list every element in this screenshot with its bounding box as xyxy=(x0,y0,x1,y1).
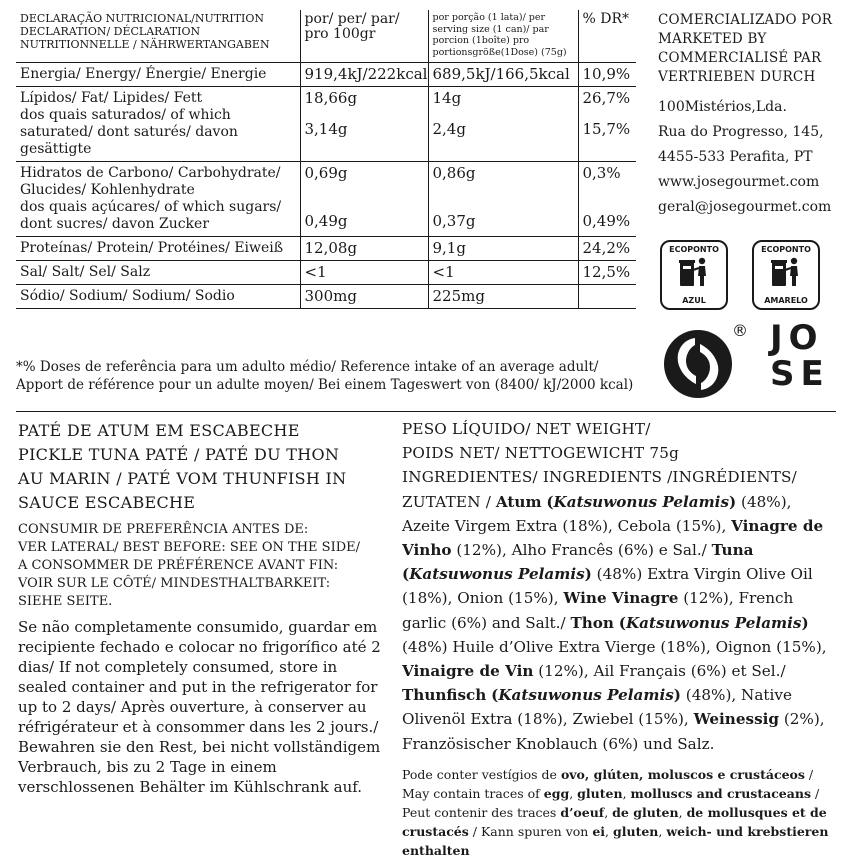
reference-intake-note: *% Doses de referência para um adulto médio/ Reference intake of an average adult/ Apport de référence pour un adulte moyen/ Bei einem Tageswert von (8400/ kJ/2000 kcal) xyxy=(16,359,634,393)
best-before-line-5: SIEHE SEITE. xyxy=(18,594,113,609)
per-portion-header: por porção (1 lata)/ per serving size (1 can)/ par porcion (1boîte) pro portionsgröße(1Dose) (75g) xyxy=(428,10,578,63)
protein-per100: 12,08g xyxy=(300,237,428,261)
product-info xyxy=(18,419,390,797)
salt-label: Sal/ Salt/ Sel/ Salz xyxy=(16,261,300,285)
carbs-per100: 0,69g xyxy=(304,164,348,182)
sodium-label: Sódio/ Sodium/ Sodium/ Sodio xyxy=(16,285,300,309)
ecoponto-azul-label: AZUL xyxy=(682,296,706,305)
marketed-by-line-1: COMERCIALIZADO POR xyxy=(658,12,833,28)
brand-line-1: JO xyxy=(770,318,824,358)
fat-per100: 18,66g xyxy=(304,89,358,107)
saturates-portion: 2,4g xyxy=(432,120,466,138)
company-name: 100Mistérios,Lda. xyxy=(658,99,787,115)
fat-portion: 14g xyxy=(432,89,462,107)
protein-portion: 9,1g xyxy=(428,237,578,261)
allergen-bold: molluscs and crustaceans xyxy=(630,785,811,801)
marketed-by-line-4: VERTRIEBEN DURCH xyxy=(658,69,816,85)
ingredient-species-en: Katsuwonus Pelamis xyxy=(409,565,585,584)
product-name-line-1: PATÉ DE ATUM EM ESCABECHE xyxy=(18,421,300,440)
recycling-bin-icon xyxy=(770,256,804,288)
best-before-line-2: VER LATERAL/ BEST BEFORE: SEE ON THE SIDE/ xyxy=(18,540,360,555)
allergen-bold: ei xyxy=(592,823,606,839)
allergen-text: , xyxy=(622,785,627,801)
product-name-line-4: SAUCE ESCABECHE xyxy=(18,493,196,512)
energy-dr: 10,9% xyxy=(578,63,636,87)
ingredients-panel xyxy=(402,417,834,860)
allergen-text: / Peut contenir des traces xyxy=(402,785,820,820)
energy-row xyxy=(16,63,636,87)
sugars-per100: 0,49g xyxy=(304,212,348,230)
dr-header: % DR* xyxy=(578,10,636,63)
allergen-text: , xyxy=(604,804,609,820)
saturates-label: dos quais saturados/ of which saturated/ dont saturés/ davon gesättigte xyxy=(20,107,238,157)
allergen-text: / Kann spuren von xyxy=(472,823,589,839)
ingredient-vinegar-pt: Vinagre de Vinho xyxy=(402,516,824,560)
ingredients-en-b: (12%), French garlic (6%) and Salt./ xyxy=(402,589,794,632)
ingredient-species-pt: Katsuwonus Pelamis xyxy=(553,492,729,511)
ecoponto-azul-title: ECOPONTO xyxy=(669,245,719,254)
allergen-text: , xyxy=(605,823,610,839)
ecoponto-azul-badge xyxy=(660,240,728,310)
ingredient-fish-fr: Thon xyxy=(570,613,614,632)
allergen-bold: d’oeuf xyxy=(560,804,605,820)
allergen-text: , xyxy=(658,823,663,839)
salt-dr: 12,5% xyxy=(578,261,636,285)
allergen-text: / May contain traces of xyxy=(402,766,814,801)
company-website: www.josegourmet.com xyxy=(658,174,820,190)
ingredient-fish-pt: Atum xyxy=(495,492,542,511)
ingredients-heading: INGREDIENTES/ INGREDIENTS /INGRÉDIENTS/ ZUTATEN / xyxy=(402,468,797,511)
allergen-bold: gluten xyxy=(577,785,623,801)
ingredient-species-de: Katsuwonus Pelamis xyxy=(498,686,674,705)
energy-label: Energia/ Energy/ Énergie/ Energie xyxy=(16,63,300,87)
protein-label: Proteínas/ Protein/ Protéines/ Eiweiß xyxy=(16,237,300,261)
allergen-text: Pode conter vestígios de xyxy=(402,766,557,782)
company-email: geral@josegourmet.com xyxy=(658,199,832,215)
fat-label: Lípidos/ Fat/ Lipides/ Fett xyxy=(20,90,203,106)
saturates-dr: 15,7% xyxy=(582,120,631,138)
ingredients-fr-b: (12%), Ail Français (6%) et Sel./ xyxy=(538,662,786,681)
ingredients-pt-a: (48%), Azeite Virgem Extra (18%), Cebola (15%), xyxy=(402,492,792,535)
product-name-line-3: AU MARIN / PATÉ VOM THUNFISH IN xyxy=(18,469,347,488)
storage-instructions: Se não completamente consumido, guardar em recipiente fechado e colocar no frigorífico até 2 dias/ If not completely consumed, store in sealed container and put in the refrigerator for up to 2 days/ Après ouverture, à conserver au réfrigérateur et à consommer dans les 2 jours./ Bewahren sie den Rest, bei nicht vollständigem Verbrauch, bis zu 2 Tage in einem verschlossenen Behälter im Kühlschrank auf. xyxy=(18,618,381,796)
ingredients-fr-a: (48%) Huile d’Olive Extra Vierge (18%), Oignon (15%), xyxy=(402,637,827,656)
sodium-row xyxy=(16,285,636,309)
energy-per100: 919,4kJ/222kcal xyxy=(300,63,428,87)
recycling-bin-icon xyxy=(678,256,712,288)
per-100-header: por/ per/ par/ pro 100gr xyxy=(300,10,428,63)
allergen-bold: gluten xyxy=(613,823,659,839)
saturates-per100: 3,14g xyxy=(304,120,348,138)
section-divider xyxy=(16,411,836,412)
energy-portion: 689,5kJ/166,5kcal xyxy=(428,63,578,87)
ecoponto-amarelo-badge xyxy=(752,240,820,310)
nutrition-table xyxy=(16,10,636,309)
allergen-text: , xyxy=(678,804,683,820)
ingredients-en-a: (48%) Extra Virgin Olive Oil (18%), Onion (15%), xyxy=(402,565,813,608)
nutrition-title: DECLARAÇÃO NUTRICIONAL/NUTRITION DECLARATION/ DÉCLARATION NUTRITIONNELLE / NÄHRWERTANGABEN xyxy=(16,10,300,63)
marketed-by-line-3: COMMERCIALISÉ PAR xyxy=(658,50,822,66)
ingredient-fish-en: Tuna xyxy=(711,541,754,560)
jose-brand-logo xyxy=(770,320,828,392)
allergen-bold: ovo, glúten, moluscos e crustáceos xyxy=(560,766,805,782)
ingredients-text: PESO LÍQUIDO/ NET WEIGHT/ POIDS NET/ NETTOGEWICHT 75g INGREDIENTES/ INGREDIENTS /INGRÉDIENTS/ ZUTATEN / Atum (Katsuwonus Pelamis) (48%), Azeite Virgem Extra (18%), Cebola (15%), Vinagre de Vinho (12%), Alho Francês (6%) e Sal./ Tuna (Katsuwonus Pelamis) (48%) Extra Virgin Olive Oil (18%), Onion (15%), Wine Vinagre (12%), French garlic (6%) and Salt./ Thon (Katsuwonus Pelamis) (48%) Huile d’Olive Extra Vierge (18%), Oignon (15%), Vinaigre de Vin (12%), Ail Français (6%) et Sel./ Thunfisch (Katsuwonus Pelamis) (48%), Native Olivenöl Extra (18%), Zwiebel (15%), Weinessig (2%), Französischer Knoblauch (6%) und Salz. xyxy=(402,420,827,753)
best-before-line-3: A CONSOMMER DE PRÉFÉRENCE AVANT FIN: xyxy=(18,558,339,573)
salt-portion: <1 xyxy=(428,261,578,285)
allergen-statement xyxy=(402,765,834,860)
carbs-portion: 0,86g xyxy=(432,164,476,182)
salt-row xyxy=(16,261,636,285)
best-before-line-1: CONSUMIR DE PREFERÊNCIA ANTES DE: xyxy=(18,522,309,537)
company-info xyxy=(658,11,848,220)
ingredients-pt-b: (12%), Alho Francês (6%) e Sal./ xyxy=(456,541,707,560)
sugars-portion: 0,37g xyxy=(432,212,476,230)
allergen-bold: de gluten xyxy=(612,804,679,820)
ingredient-vinegar-fr: Vinaigre de Vin xyxy=(402,662,534,681)
fat-dr: 26,7% xyxy=(582,89,631,107)
ingredients-de-b: (2%), Französischer Knoblauch (6%) und Salz. xyxy=(402,710,825,753)
carbs-row xyxy=(16,162,636,237)
sodium-per100: 300mg xyxy=(300,285,428,309)
sodium-dr xyxy=(578,285,636,309)
allergen-text: , xyxy=(569,785,574,801)
allergen-bold: weich- und krebstieren enthalten xyxy=(402,823,829,858)
sugars-dr: 0,49% xyxy=(582,212,631,230)
product-name-line-2: PICKLE TUNA PATÉ / PATÉ DU THON xyxy=(18,445,340,464)
sodium-portion: 225mg xyxy=(428,285,578,309)
ecoponto-amarelo-title: ECOPONTO xyxy=(761,245,811,254)
best-before xyxy=(18,521,390,611)
company-street: Rua do Progresso, 145, xyxy=(658,124,824,140)
ingredient-fish-de: Thunfisch xyxy=(402,686,487,705)
allergen-bold: de mollusques et de crustacés xyxy=(402,804,827,839)
protein-row xyxy=(16,237,636,261)
ingredient-vinegar-de: Weinessig xyxy=(693,710,780,729)
ingredient-species-fr: Katsuwonus Pelamis xyxy=(625,613,802,632)
best-before-line-4: VOIR SUR LE CÔTÉ/ MINDESTHALTBARKEIT: xyxy=(18,576,331,591)
fat-row xyxy=(16,87,636,162)
marketed-by-line-2: MARKETED BY xyxy=(658,31,767,47)
registered-mark: ® xyxy=(732,321,748,340)
product-name xyxy=(18,419,390,515)
net-weight-line-1: PESO LÍQUIDO/ NET WEIGHT/ xyxy=(402,420,651,438)
sugars-label: dos quais açúcares/ of which sugars/ dont sucres/ davon Zucker xyxy=(20,199,282,232)
carbs-label: Hidratos de Carbono/ Carbohydrate/ Glucides/ Kohlenhydrate xyxy=(20,165,281,198)
nutrition-header-row xyxy=(16,10,636,63)
ingredients-de-a: (48%), Native Olivenöl Extra (18%), Zwiebel (15%), xyxy=(402,686,792,729)
green-dot-recycling-icon xyxy=(662,321,748,400)
ingredient-vinegar-en: Wine Vinagre xyxy=(563,589,679,608)
carbs-dr: 0,3% xyxy=(582,164,621,182)
brand-line-2: SE xyxy=(770,354,830,394)
net-weight-line-2: POIDS NET/ NETTOGEWICHT 75g xyxy=(402,444,679,463)
allergen-bold: egg xyxy=(543,785,570,801)
salt-per100: <1 xyxy=(300,261,428,285)
company-city: 4455-533 Perafita, PT xyxy=(658,149,813,165)
protein-dr: 24,2% xyxy=(578,237,636,261)
ecoponto-amarelo-label: AMARELO xyxy=(764,296,808,305)
